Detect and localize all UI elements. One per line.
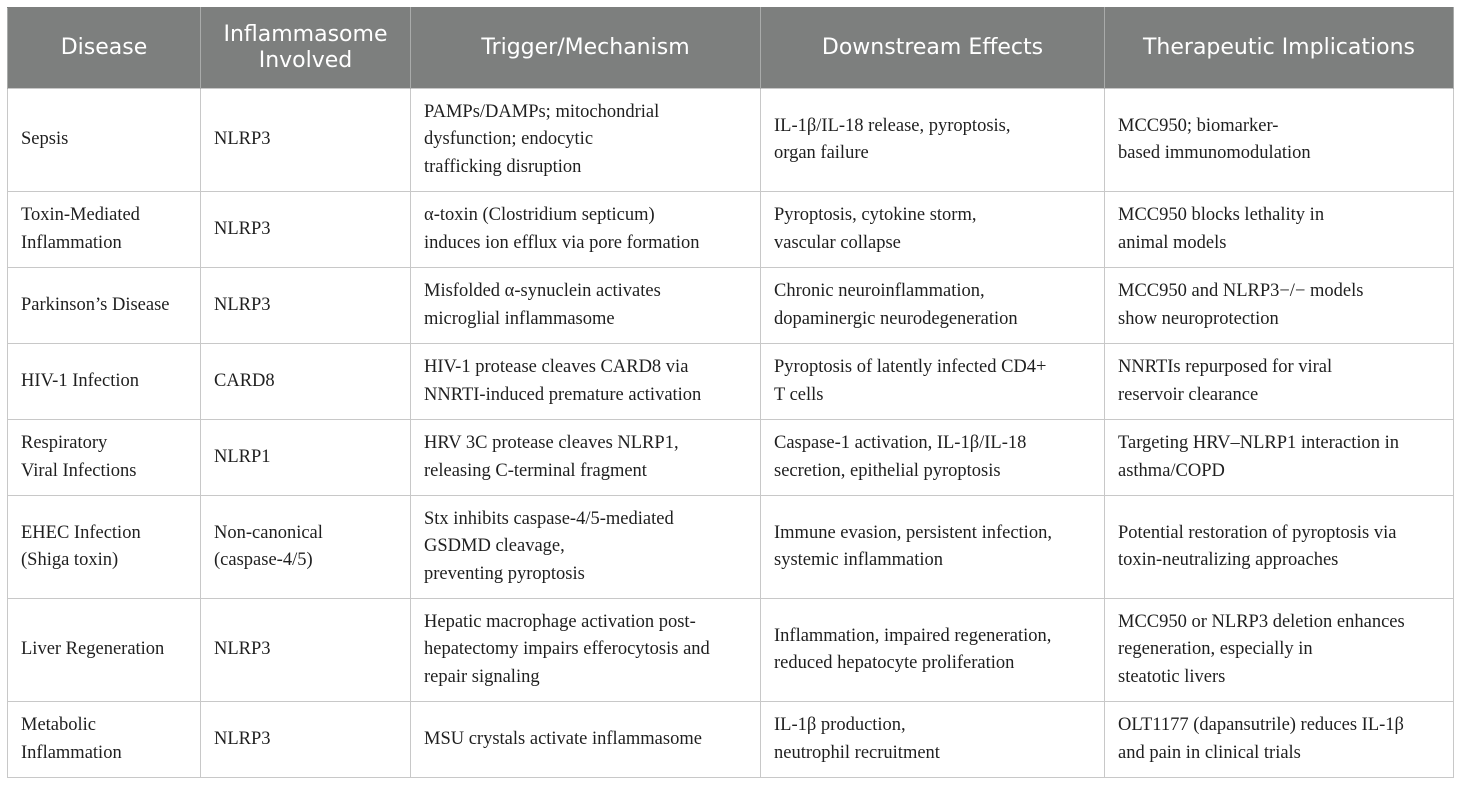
cell-disease: EHEC Infection (Shiga toxin) [8,496,201,599]
cell-effects: IL-1β production, neutrophil recruitment [761,702,1105,778]
cell-therapy: MCC950 blocks lethality in animal models [1105,192,1454,268]
cell-effects: IL-1β/IL-18 release, pyroptosis, organ failure [761,89,1105,192]
cell-trigger: Misfolded α-synuclein activates microglial inflammasome [411,268,761,344]
cell-effects: Inflammation, impaired regeneration, reduced hepatocyte proliferation [761,599,1105,702]
inflammasome-table-container [7,7,1453,778]
cell-disease: Parkinson’s Disease [8,268,201,344]
table-row [8,599,1454,702]
table-row [8,702,1454,778]
inflammasome-disease-table [7,7,1454,778]
cell-inflammasome: NLRP3 [201,89,411,192]
table-row [8,496,1454,599]
cell-trigger: MSU crystals activate inflammasome [411,702,761,778]
cell-therapy: Targeting HRV–NLRP1 interaction in asthma/COPD [1105,420,1454,496]
cell-trigger: HIV-1 protease cleaves CARD8 via NNRTI-induced premature activation [411,344,761,420]
cell-therapy: NNRTIs repurposed for viral reservoir clearance [1105,344,1454,420]
cell-inflammasome: Non-canonical (caspase-4/5) [201,496,411,599]
cell-effects: Pyroptosis, cytokine storm, vascular collapse [761,192,1105,268]
table-row [8,420,1454,496]
header-therapeutic-implications: Therapeutic Implications [1105,8,1454,89]
cell-therapy: MCC950 and NLRP3−/− models show neuroprotection [1105,268,1454,344]
cell-disease: HIV-1 Infection [8,344,201,420]
cell-disease: Liver Regeneration [8,599,201,702]
cell-disease: Metabolic Inflammation [8,702,201,778]
cell-effects: Pyroptosis of latently infected CD4+ T cells [761,344,1105,420]
cell-inflammasome: NLRP3 [201,599,411,702]
cell-disease: Toxin-Mediated Inflammation [8,192,201,268]
cell-inflammasome: CARD8 [201,344,411,420]
header-trigger-mechanism: Trigger/Mechanism [411,8,761,89]
cell-trigger: Stx inhibits caspase-4/5-mediated GSDMD cleavage, preventing pyroptosis [411,496,761,599]
cell-inflammasome: NLRP3 [201,702,411,778]
cell-therapy: MCC950 or NLRP3 deletion enhances regeneration, especially in steatotic livers [1105,599,1454,702]
cell-trigger: α-toxin (Clostridium septicum) induces ion efflux via pore formation [411,192,761,268]
cell-inflammasome: NLRP1 [201,420,411,496]
cell-trigger: PAMPs/DAMPs; mitochondrial dysfunction; endocytic trafficking disruption [411,89,761,192]
table-row [8,268,1454,344]
table-row [8,192,1454,268]
header-inflammasome: Inflammasome Involved [201,8,411,89]
header-disease: Disease [8,8,201,89]
cell-disease: Sepsis [8,89,201,192]
cell-effects: Caspase-1 activation, IL-1β/IL-18 secretion, epithelial pyroptosis [761,420,1105,496]
cell-trigger: Hepatic macrophage activation post- hepatectomy impairs efferocytosis and repair signaling [411,599,761,702]
cell-therapy: MCC950; biomarker- based immunomodulation [1105,89,1454,192]
table-row [8,89,1454,192]
cell-inflammasome: NLRP3 [201,268,411,344]
cell-effects: Chronic neuroinflammation, dopaminergic neurodegeneration [761,268,1105,344]
cell-therapy: Potential restoration of pyroptosis via toxin-neutralizing approaches [1105,496,1454,599]
table-row [8,344,1454,420]
cell-inflammasome: NLRP3 [201,192,411,268]
header-downstream-effects: Downstream Effects [761,8,1105,89]
cell-disease: Respiratory Viral Infections [8,420,201,496]
cell-trigger: HRV 3C protease cleaves NLRP1, releasing C-terminal fragment [411,420,761,496]
cell-effects: Immune evasion, persistent infection, systemic inflammation [761,496,1105,599]
cell-therapy: OLT1177 (dapansutrile) reduces IL-1β and pain in clinical trials [1105,702,1454,778]
table-header-row [8,8,1454,89]
